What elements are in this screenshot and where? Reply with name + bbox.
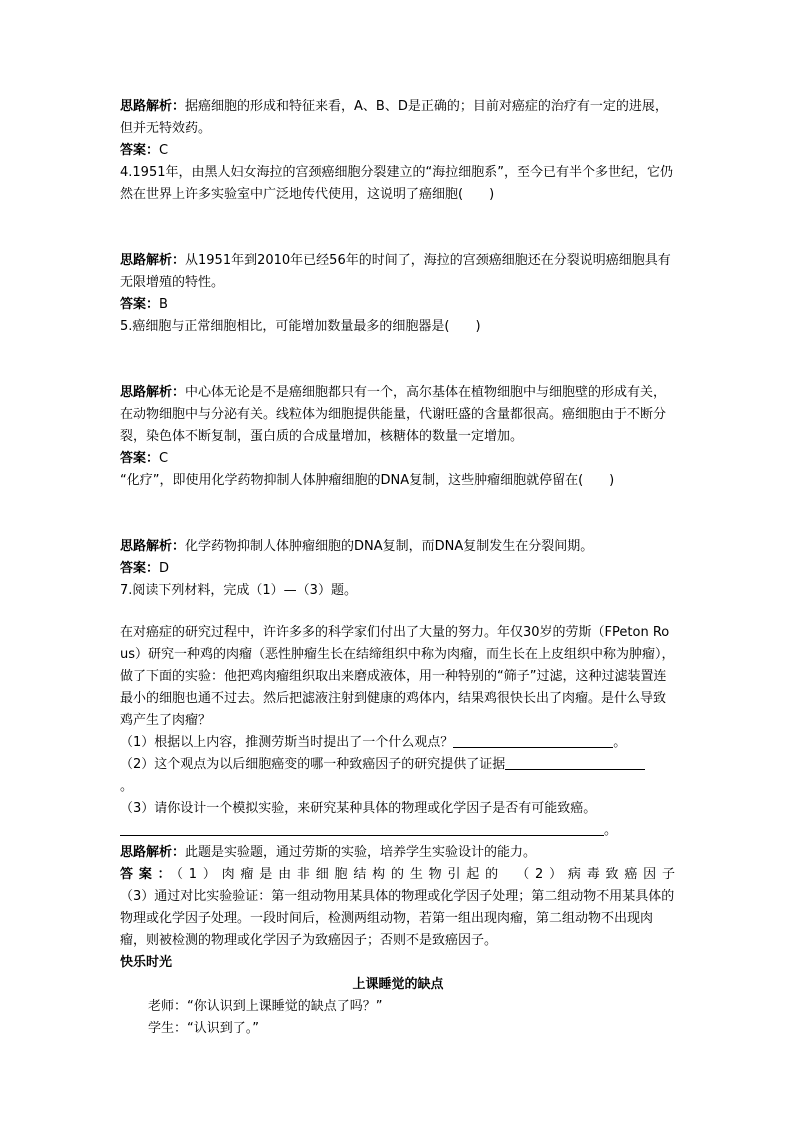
q7-question: 7.阅读下列材料，完成（1）—（3）题。 [120,583,357,598]
answer-blank[interactable] [120,821,604,836]
analysis-label: 思路解析： [120,253,186,268]
answer-label: 答案： [120,297,160,312]
q5-answer: 答案：C [120,451,169,466]
dialogue-line: 学生：“认识到了。” [148,1021,259,1036]
dialogue-line: 老师：“你认识到上课睡觉的缺点了吗？” [148,999,383,1014]
q5-question: 5.癌细胞与正常细胞相比，可能增加数量最多的细胞器是( ) [120,319,481,334]
q7-material: 在对癌症的研究过程中，许许多多的科学家们付出了大量的努力。年仅30岁的劳斯（FPeton Rous）研究一种鸡的肉瘤（恶性肿瘤生长在结缔组织中称为肉瘤，而生长在上皮组织中称为肿瘤），做了下面的实验：他把鸡肉瘤组织取出来磨成液体，用一种特别的“筛子”过滤，这种过滤装置连最小的细胞也通不过去。然后把滤液注射到健康的鸡体内，结果鸡很快长出了肉瘤。是什么导致鸡产生了肉瘤？ [120,625,675,728]
story-title: 上课睡觉的缺点 [352,977,444,992]
q7-sub3-line: 。 [120,820,676,842]
blank-space [120,492,676,536]
analysis-label: 思路解析： [120,99,186,114]
answer-label: 答案： [120,867,177,882]
q7-sub2-end: 。 [120,779,134,794]
q6-answer: 答案：D [120,561,170,576]
q7-sub1: （1）根据以上内容，推测劳斯当时提出了一个什么观点？ 。 [120,735,627,750]
q6-question: “化疗”，即使用化学药物抑制人体肿瘤细胞的DNA复制，这些肿瘤细胞就停留在( ) [120,473,615,488]
blank-space [120,338,676,382]
q4-question: 4.1951年，由黑人妇女海拉的宫颈癌细胞分裂建立的“海拉细胞系”，至今已有半个多世纪，它仍然在世界上许多实验室中广泛地传代使用，这说明了癌细胞( ) [120,165,673,202]
q4-analysis: 思路解析：从1951年到2010年已经56年的时间了，海拉的宫颈癌细胞还在分裂说明癌细胞具有无限增殖的特性。 [120,253,671,290]
answer-blank[interactable] [453,733,613,748]
document-page [120,96,676,1040]
q3-answer: 答案：C [120,143,169,158]
analysis-label: 思路解析： [120,385,186,400]
q4-answer: 答案：B [120,297,168,312]
analysis-label: 思路解析： [120,539,186,554]
q5-analysis: 思路解析：中心体无论是不是癌细胞都只有一个，高尔基体在植物细胞中与细胞壁的形成有关，在动物细胞中与分泌有关。线粒体为细胞提供能量，代谢旺盛的含量都很高。癌细胞由于不断分裂，染色体不断复制，蛋白质的合成量增加，核糖体的数量一定增加。 [120,385,667,444]
analysis-label: 思路解析： [120,845,186,860]
q7-sub2: （2）这个观点为以后细胞癌变的哪一种致癌因子的研究提供了证据 [120,754,676,776]
q7-analysis: 思路解析：此题是实验题，通过劳斯的实验，培养学生实验设计的能力。 [120,845,537,860]
answer-label: 答案： [120,143,160,158]
answer-label: 答案： [120,451,160,466]
q6-analysis: 思路解析：化学药物抑制人体肿瘤细胞的DNA复制，而DNA复制发生在分裂间期。 [120,539,594,554]
answer-label: 答案： [120,561,160,576]
q7-answer-cont: （3）通过对比实验验证：第一组动物用某具体的物理或化学因子处理；第二组动物不用某具体的物理或化学因子处理。一段时间后，检测两组动物，若第一组出现肉瘤，第二组动物不出现肉瘤，则被检测的物理或化学因子为致癌因子；否则不是致癌因子。 [120,889,675,948]
q7-sub3: （3）请你设计一个模拟实验，来研究某种具体的物理或化学因子是否有可能致癌。 [120,801,597,816]
answer-blank[interactable] [505,755,645,770]
blank-space [120,206,676,250]
section-heading: 快乐时光 [120,955,173,970]
q7-answer: 答案：（1）肉瘤是由非细胞结构的生物引起的 （2）病毒致癌因子 [120,867,676,882]
q3-analysis: 思路解析：据癌细胞的形成和特征来看，A、B、D是正确的；目前对癌症的治疗有一定的进展，但并无特效药。 [120,99,668,136]
blank-space [120,602,676,622]
